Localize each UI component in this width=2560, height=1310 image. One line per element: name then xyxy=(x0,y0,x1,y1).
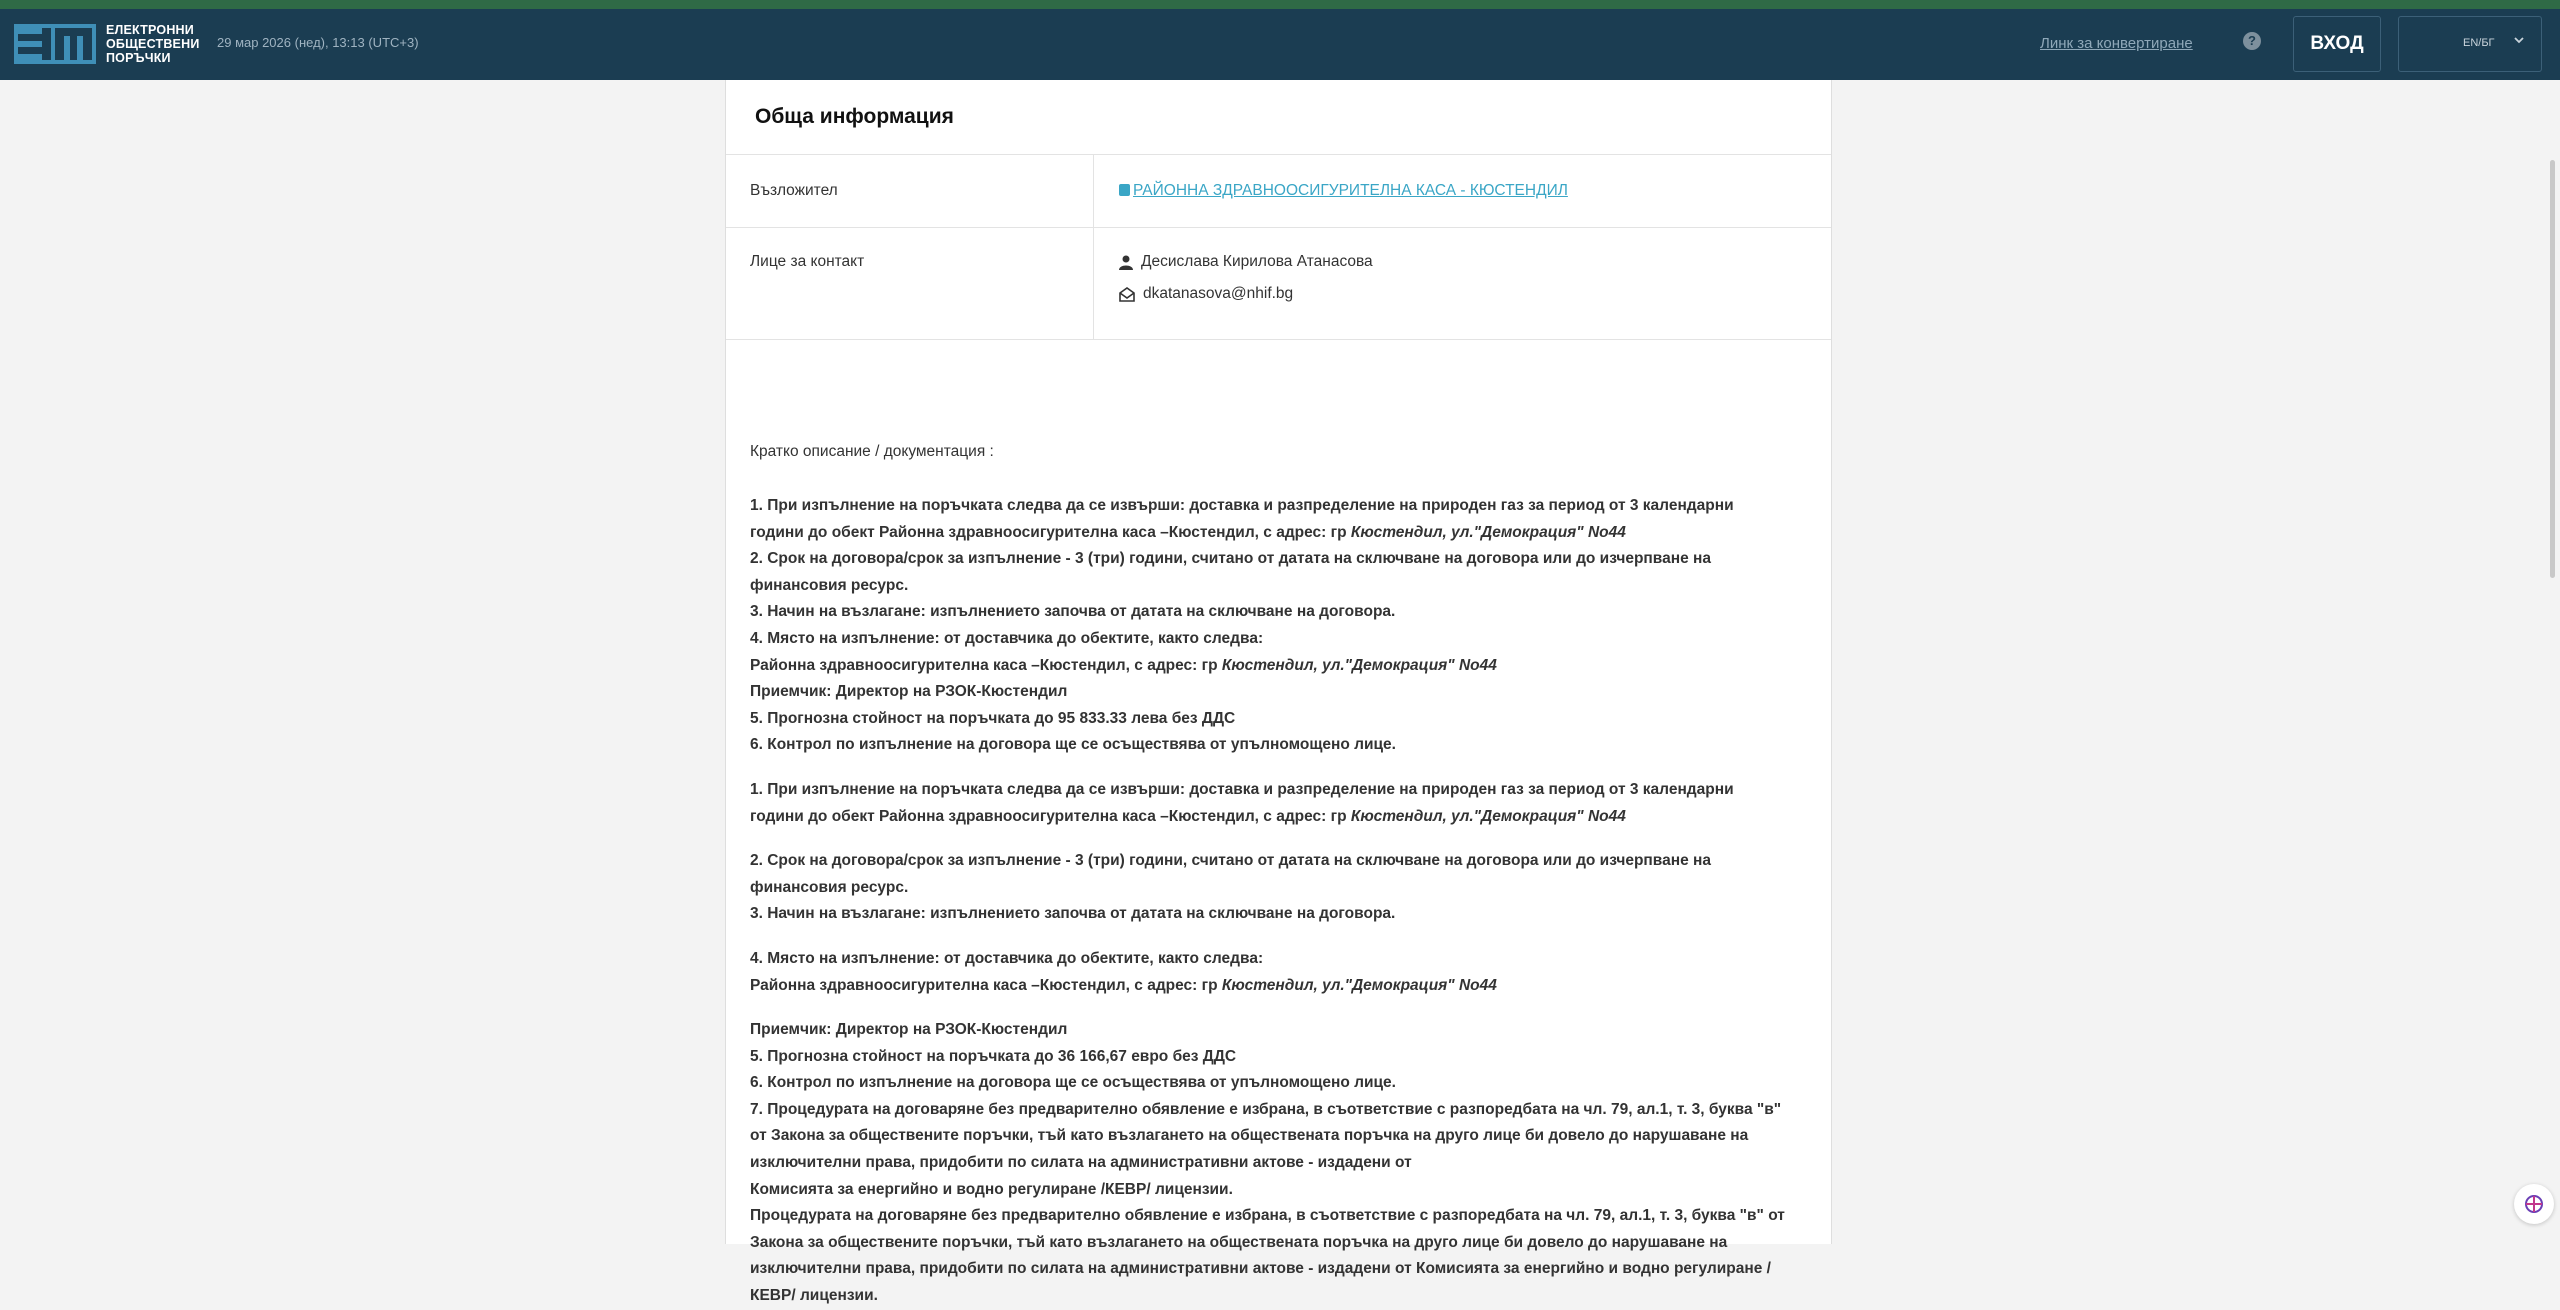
section-title: Обща информация xyxy=(755,105,954,128)
description-line: 4. Място на изпълнение: от доставчика до обектите, както следва: xyxy=(750,949,1264,967)
language-selector[interactable] xyxy=(2398,16,2542,72)
person-icon xyxy=(1119,255,1133,270)
description-label: Кратко описание / документация : xyxy=(750,443,994,460)
top-accent-stripe xyxy=(0,0,2560,9)
general-info-card xyxy=(725,80,1832,1305)
description-line: 5. Прогнозна стойност на поръчката до 36 166,67 евро без ДДС xyxy=(750,1047,1237,1065)
description-line: 1. При изпълнение на поръчката следва да се извърши: доставка и разпределение на природен газ за период от 3 календарни xyxy=(750,497,1734,514)
description-line: 2. Срок на договора/срок за изпълнение - 3 (три) години, считано от датата на сключване на договора или до изчерпване на xyxy=(750,550,1711,568)
login-button[interactable]: ВХОД xyxy=(2293,16,2381,72)
description-line: Комисията за енергийно и водно регулиране /КЕВР/ лицензии. xyxy=(750,1180,1233,1198)
description-line: от Закона за обществените поръчки, тъй като възлагането на обществената поръчка на друго лице би довело до нарушаване на xyxy=(750,1127,1749,1145)
description-line: години до обект Районна здравноосигурителна каса –Кюстендил, с адрес: гр Кюстендил, ул."Демокрация" No44 xyxy=(750,807,1626,825)
description-line: 5. Прогнозна стойност на поръчката до 95 833.33 лева без ДДС xyxy=(750,709,1236,727)
contact-name: Десислава Кирилова Атанасова xyxy=(1119,253,1373,271)
site-logo[interactable] xyxy=(14,23,200,65)
description-line: 6. Контрол по изпълнение на договора ще се осъществява от упълномощено лице. xyxy=(750,736,1396,754)
description-block xyxy=(750,443,1810,1310)
description-line: 4. Място на изпълнение: от доставчика до обектите, както следва: xyxy=(750,629,1264,647)
eop-logo-icon xyxy=(14,24,96,64)
convert-link[interactable]: Линк за конвертиране xyxy=(2040,35,2193,52)
description-line: финансовия ресурс. xyxy=(750,878,909,896)
description-line: години до обект Районна здравноосигурителна каса –Кюстендил, с адрес: гр Кюстендил, ул."Демокрация" No44 xyxy=(750,523,1626,541)
palette-icon xyxy=(2524,1194,2544,1214)
current-datetime: 29 мар 2026 (нед), 13:13 (UTC+3) xyxy=(217,35,419,50)
description-line: 2. Срок на договора/срок за изпълнение - 3 (три) години, считано от датата на сключване на договора или до изчерпване на xyxy=(750,852,1711,870)
site-header xyxy=(0,9,2560,80)
description-line: Закона за обществените поръчки, тъй като възлагането на обществената поръчка на друго лице би довело до нарушаване на xyxy=(750,1233,1728,1251)
description-line: 6. Контрол по изпълнение на договора ще се осъществява от упълномощено лице. xyxy=(750,1074,1396,1092)
scrollbar-thumb[interactable] xyxy=(2550,160,2555,578)
description-line: изключителни права, придобити по силата на административни актове - издадени от xyxy=(750,1154,1412,1172)
contact-person-row xyxy=(726,227,1831,340)
language-label: EN/БГ xyxy=(2463,37,2495,49)
chevron-down-icon xyxy=(2513,34,2525,46)
contracting-authority-label: Възложител xyxy=(750,182,838,199)
description-line: изключителни права, придобити по силата на административни актове - издадени от Комисията за енергийно и водно регулиране / xyxy=(750,1260,1771,1278)
description-line: Районна здравноосигурителна каса –Кюстендил, с адрес: гр Кюстендил, ул."Демокрация" No44 xyxy=(750,656,1497,674)
contact-email[interactable]: dkatanasova@nhif.bg xyxy=(1119,285,1373,303)
accessibility-widget-button[interactable] xyxy=(2514,1184,2554,1224)
description-line: 7. Процедурата на договаряне без предварително обявление е избрана, в съответствие с разпоредбата на чл. 79, ал.1, т. 3, буква "в" xyxy=(750,1100,1782,1118)
description-line: Процедурата на договаряне без предварително обявление е избрана, в съответствие с разпоредбата на чл. 79, ал.1, т. 3, буква "в" от xyxy=(750,1207,1785,1225)
contracting-authority-link[interactable]: РАЙОННА ЗДРАВНООСИГУРИТЕЛНА КАСА - КЮСТЕНДИЛ xyxy=(1119,182,1568,200)
contracting-authority-row xyxy=(726,154,1831,227)
mail-icon xyxy=(1119,287,1135,302)
help-icon[interactable]: ? xyxy=(2243,32,2261,50)
description-line: Приемчик: Директор на РЗОК-Кюстендил xyxy=(750,683,1068,701)
description-line: КЕВР/ лицензии. xyxy=(750,1287,878,1305)
description-line: Районна здравноосигурителна каса –Кюстендил, с адрес: гр Кюстендил, ул."Демокрация" No44 xyxy=(750,976,1497,994)
description-line: 3. Начин на възлагане: изпълнението започва от датата на сключване на договора. xyxy=(750,905,1396,923)
description-line: Приемчик: Директор на РЗОК-Кюстендил xyxy=(750,1021,1068,1039)
description-line: 1. При изпълнение на поръчката следва да се извърши: доставка и разпределение на природен газ за период от 3 календарни xyxy=(750,780,1734,798)
contact-person-label: Лице за контакт xyxy=(750,253,865,270)
building-icon xyxy=(1119,184,1130,196)
logo-text: ЕЛЕКТРОННИ ОБЩЕСТВЕНИ ПОРЪЧКИ xyxy=(106,23,200,65)
description-line: финансовия ресурс. xyxy=(750,576,909,594)
description-line: 3. Начин на възлагане: изпълнението започва от датата на сключване на договора. xyxy=(750,603,1396,621)
